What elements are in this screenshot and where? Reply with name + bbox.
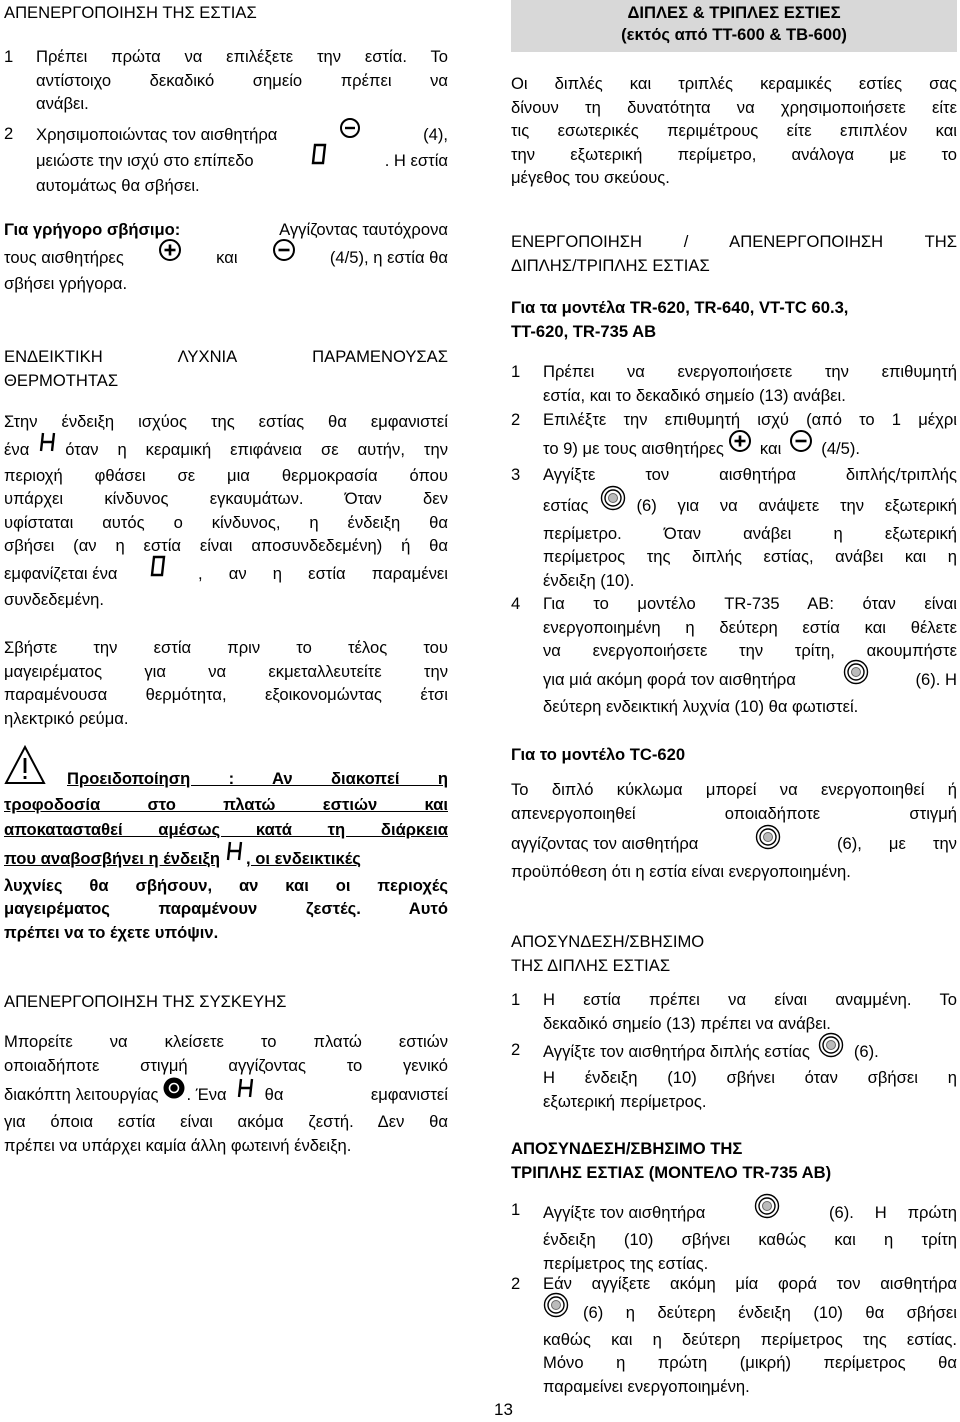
- warning-line: αποκατασταθεί αμέσως κατά τη διάρκεια: [4, 820, 448, 839]
- text-segment: τους αισθητήρες: [4, 247, 124, 267]
- text-line: μαγειρέματος για να εκμεταλλευτείτε την: [4, 661, 448, 681]
- text-line: δεκαδικό σημείο (13) πρέπει να ανάβει.: [543, 1013, 831, 1033]
- text-line: εστία, και το δεκαδικό σημείο (13) ανάβει.: [543, 385, 846, 405]
- heading-line: ΘΕΡΜΟΤΗΤΑΣ: [4, 370, 119, 390]
- text-segment: (4/5).: [821, 438, 861, 458]
- text-line: οποιαδήποτε στιγμή αγγίζοντας το γενικό: [4, 1055, 448, 1075]
- heading-line: ΕΝΔΕΙΚΤΙΚΗ ΛΥΧΝΙΑ ΠΑΡΑΜΕΝΟΥΣΑΣ: [4, 347, 448, 366]
- tc620-paragraph: [511, 778, 957, 884]
- warning-line: Προειδοποίηση : Αν διακοπεί η: [67, 769, 448, 788]
- text-line: παραμένουσα θερμότητα, εξοικονομώντας έτσι: [4, 685, 448, 704]
- text-line: πρέπει να υπάρχει καμία άλλη φωτεινή ένδειξη.: [4, 1135, 352, 1155]
- text-line: ενεργοποιημένη η δεύτερη εστία και θέλετε: [543, 617, 957, 637]
- heading-line: ΑΠΟΣΥΝΔΕΣΗ/ΣΒΗΣΙΜΟ ΤΗΣ: [511, 1139, 743, 1158]
- text-line: υφίσταται αυτός ο κίνδυνος, η ένδειξη θα: [4, 512, 448, 532]
- text-segment: όταν η κεραμική επιφάνεια σε αυτήν, την: [65, 439, 448, 459]
- banner-line: ΔΙΠΛΕΣ & ΤΡΙΠΛΕΣ ΕΣΤΙΕΣ: [627, 3, 841, 22]
- warning-triangle-icon: [4, 745, 46, 792]
- heading-tc620: Για το μοντέλο TC-620: [511, 745, 686, 764]
- minus-sensor-icon: [272, 238, 296, 269]
- text-segment: μειώστε την ισχύ στο επίπεδο: [36, 151, 254, 171]
- text-segment: (6).: [853, 1042, 879, 1062]
- appliance-off-paragraph: [4, 1030, 448, 1157]
- text-segment: ένα: [4, 439, 30, 459]
- list-item-2: [4, 122, 448, 197]
- power-button-icon: [162, 1076, 186, 1107]
- text-segment: διακόπτη λειτουργίας: [4, 1085, 159, 1105]
- item-number: 1: [4, 47, 14, 66]
- text-line: περιοχή φθάσει σε μια θερμοκρασία όπου: [4, 465, 448, 485]
- item-number: 1: [511, 1200, 521, 1219]
- text-line: Οι διπλές και τριπλές κεραμικές εστίες σας: [511, 74, 957, 93]
- text-segment: Αγγίξτε τον αισθητήρα: [543, 1203, 706, 1223]
- item-number: 2: [4, 124, 14, 143]
- text-line: Εάν αγγίξετε ακόμη μία φορά τον αισθητήρα: [543, 1274, 957, 1293]
- quick-off-paragraph: [4, 218, 448, 295]
- double-ring-sensor-icon: [600, 485, 626, 518]
- plus-sensor-icon: [158, 238, 182, 269]
- text-segment: (6). Η: [915, 669, 957, 689]
- text-line: περίμετρος της εστίας.: [543, 1253, 709, 1273]
- double-ring-sensor-icon: [755, 824, 781, 857]
- text-line: απενεργοποιηθεί οποιαδήποτε στιγμή: [511, 803, 957, 823]
- heading-line: ΕΝΕΡΓΟΠΟΙΗΣΗ / ΑΠΕΝΕΡΓΟΠΟΙΗΣΗ ΤΗΣ: [511, 232, 957, 251]
- text-segment: (4/5), η εστία θα: [329, 247, 448, 267]
- text-line: Αγγίξτε τον αισθητήρα διπλής/τριπλής: [543, 465, 957, 484]
- text-segment: , αν η εστία παραμένει: [197, 563, 448, 583]
- intro-paragraph: [511, 72, 957, 190]
- text-line: μέγεθος του σκεύους.: [511, 168, 670, 187]
- heading-appliance-off: ΑΠΕΝΕΡΓΟΠΟΙΗΣΗ ΤΗΣ ΣΥΣΚΕΥΗΣ: [4, 992, 287, 1011]
- text-line: τις εσωτερικές περιμέτρους είτε επιπλέον και: [511, 121, 957, 140]
- text-line: Σβήστε την εστία πριν το τέλος του: [4, 638, 448, 657]
- residual-heat-paragraph: [4, 410, 448, 611]
- double-ring-sensor-icon: [543, 1292, 569, 1325]
- text-line: Επιλέξτε την επιθυμητή ισχύ (από το 1 μέχρι: [543, 410, 957, 429]
- warning-block: [4, 745, 448, 944]
- text-segment: και: [216, 247, 238, 267]
- h-digit-icon: [39, 431, 57, 460]
- text-segment: Χρησιμοποιώντας τον αισθητήρα: [36, 125, 278, 145]
- item-number: 1: [511, 990, 521, 1009]
- text-segment: Αγγίζοντας ταυτόχρονα: [279, 220, 448, 239]
- heading-residual-heat: [4, 345, 448, 392]
- h-digit-icon: [226, 840, 244, 869]
- zero-digit-icon: [150, 555, 166, 584]
- item-number: 4: [511, 594, 521, 613]
- text-segment: (6), με την: [836, 834, 957, 854]
- text-line: Η ένδειξη (10) σβήνει όταν σβήσει η: [543, 1068, 957, 1087]
- text-line: περίμετρος της διπλής εστίας, ανάβει και η: [543, 547, 957, 566]
- text-segment: (6) η δεύτερη ένδειξη (10) θα σβήσει: [583, 1302, 957, 1322]
- item-number: 2: [511, 1274, 521, 1293]
- heading-hob-off: ΑΠΕΝΕΡΓΟΠΟΙΗΣΗ ΤΗΣ ΕΣΤΙΑΣ: [4, 3, 257, 22]
- heading-line: ΤΗΣ ΔΙΠΛΗΣ ΕΣΤΙΑΣ: [511, 955, 671, 975]
- warning-segment: που αναβοσβήνει η ένδειξη: [4, 848, 221, 868]
- minus-sensor-icon: [339, 117, 361, 146]
- heading-line: ΔΙΠΛΗΣ/ΤΡΙΠΛΗΣ ΕΣΤΙΑΣ: [511, 255, 710, 275]
- text-segment: εστίας: [543, 495, 589, 515]
- minus-sensor-icon: [789, 429, 813, 460]
- zero-digit-icon: [311, 143, 327, 172]
- heading-double-on-off: [511, 230, 957, 277]
- item-number: 2: [511, 410, 521, 429]
- item-number: 3: [511, 465, 521, 484]
- text-line: Μπορείτε να κλείσετε το πλατώ εστιών: [4, 1032, 448, 1051]
- text-segment: αγγίζοντας τον αισθητήρα: [511, 834, 699, 854]
- text-line: υπάρχει κίνδυνος εγκαυμάτων. Όταν δεν: [4, 489, 448, 508]
- warning-line: μαγειρέματος παραμένουν ζεστές. Αυτό: [4, 899, 448, 918]
- bold-label: Για γρήγορο σβήσιμο:: [4, 220, 181, 239]
- text-segment: (6). Η πρώτη: [828, 1203, 957, 1223]
- heading-line: ΤΡΙΠΛΗΣ ΕΣΤΙΑΣ (ΜΟΝΤΕΛΟ TR-735 AB): [511, 1162, 832, 1182]
- warning-line: πρέπει να το έχετε υπόψιν.: [4, 922, 219, 942]
- text-segment: (4),: [423, 125, 448, 145]
- text-segment: . Η εστία: [384, 151, 448, 171]
- text-segment: εμφανίζεται ένα: [4, 563, 118, 583]
- text-line: Στην ένδειξη ισχύος της εστίας θα εμφανιστεί: [4, 412, 448, 431]
- text-line: προϋπόθεση ότι η εστία είναι ενεργοποιημένη.: [511, 862, 851, 881]
- text-line: συνδεδεμένη.: [4, 589, 104, 609]
- warning-line: τροφοδοσία στο πλατώ εστιών και: [4, 794, 448, 814]
- text-line: καθώς και η δεύτερη περίμετρος της εστίας.: [543, 1329, 957, 1349]
- text-line: Πρέπει πρώτα να επιλέξετε την εστία. Το: [36, 47, 448, 66]
- h-digit-icon: [237, 1077, 255, 1106]
- text-segment: Αγγίξτε τον αισθητήρα διπλής εστίας: [543, 1042, 810, 1062]
- double-ring-sensor-icon: [843, 659, 869, 692]
- item-number: 2: [511, 1040, 521, 1059]
- text-line: σβήσει (αν η εστία είναι αποσυνδεδεμένη) ή θα: [4, 536, 448, 555]
- text-line: Για το μοντέλο TR-735 AB: όταν είναι: [543, 594, 957, 613]
- text-line: Το διπλό κύκλωμα μπορεί να ενεργοποιηθεί ή: [511, 780, 957, 799]
- text-line: δίνουν τη δυνατότητα να χρησιμοποιήσετε είτε: [511, 97, 957, 117]
- text-segment: το 9) με τους αισθητήρες: [543, 438, 724, 458]
- text-line: ανάβει.: [36, 94, 89, 113]
- double-ring-sensor-icon: [754, 1193, 780, 1226]
- item-number: 1: [511, 362, 521, 381]
- text-line: περίμετρο. Όταν ανάβει η εξωτερική: [543, 523, 957, 543]
- text-line: να ενεργοποιήσετε την τρίτη, ακουμπήστε: [543, 641, 957, 660]
- text-segment: θα εμφανιστεί: [264, 1085, 448, 1105]
- heading-line: TT-620, TR-735 AB: [511, 321, 657, 341]
- text-line: ένδειξη (10) σβήνει καθώς και η τρίτη: [543, 1230, 957, 1249]
- section-banner: [511, 0, 957, 52]
- text-line: για όποια εστία είναι ακόμα ζεστή. Δεν θα: [4, 1112, 448, 1131]
- text-segment: για μιά ακόμη φορά τον αισθητήρα: [543, 669, 796, 689]
- text-line: παραμείνει ενεργοποιημένη.: [543, 1376, 750, 1396]
- heading-triple-off: [511, 1137, 957, 1184]
- text-line: Η εστία πρέπει να είναι αναμμένη. Το: [543, 990, 957, 1009]
- warning-line: λυχνίες θα σβήσουν, αν και οι περιοχές: [4, 875, 448, 895]
- text-line: ένδειξη (10).: [543, 570, 635, 590]
- warning-segment: , οι ενδεικτικές: [246, 848, 361, 868]
- page-number: 13: [494, 1400, 513, 1419]
- text-segment: (6) για να ανάψετε την εξωτερική: [636, 495, 957, 515]
- text-line: εξωτερική περίμετρος.: [543, 1091, 707, 1111]
- banner-line: (εκτός από ΤΤ-600 & ΤΒ-600): [621, 25, 847, 44]
- list-item-1: [4, 45, 448, 116]
- text-line: δεύτερη ενδεικτική λυχνία (10) θα φωτιστεί.: [543, 696, 859, 716]
- text-line: αυτομάτως θα σβήσει.: [36, 176, 200, 195]
- text-line: αντίστοιχο δεκαδικό σημείο πρέπει να: [36, 70, 448, 90]
- plus-sensor-icon: [728, 429, 752, 460]
- text-line: ηλεκτρικό ρεύμα.: [4, 708, 129, 728]
- double-ring-sensor-icon: [818, 1032, 844, 1065]
- text-line: σβήσει γρήγορα.: [4, 273, 128, 293]
- text-line: Πρέπει να ενεργοποιήσετε την επιθυμητή: [543, 362, 957, 381]
- heading-line: ΑΠΟΣΥΝΔΕΣΗ/ΣΒΗΣΙΜΟ: [511, 932, 705, 951]
- text-line: την εξωτερική περίμετρο, ανάλογα με το: [511, 144, 957, 164]
- save-energy-paragraph: [4, 636, 448, 730]
- text-line: Μόνο η πρώτη (μικρή) περίμετρος θα: [543, 1353, 957, 1372]
- heading-double-off: [511, 930, 957, 977]
- heading-line: Για τα μοντέλα TR-620, TR-640, VT-TC 60.3,: [511, 298, 849, 317]
- text-segment: και: [759, 438, 782, 458]
- models-heading: [511, 296, 957, 343]
- text-segment: . Ένα: [186, 1085, 227, 1105]
